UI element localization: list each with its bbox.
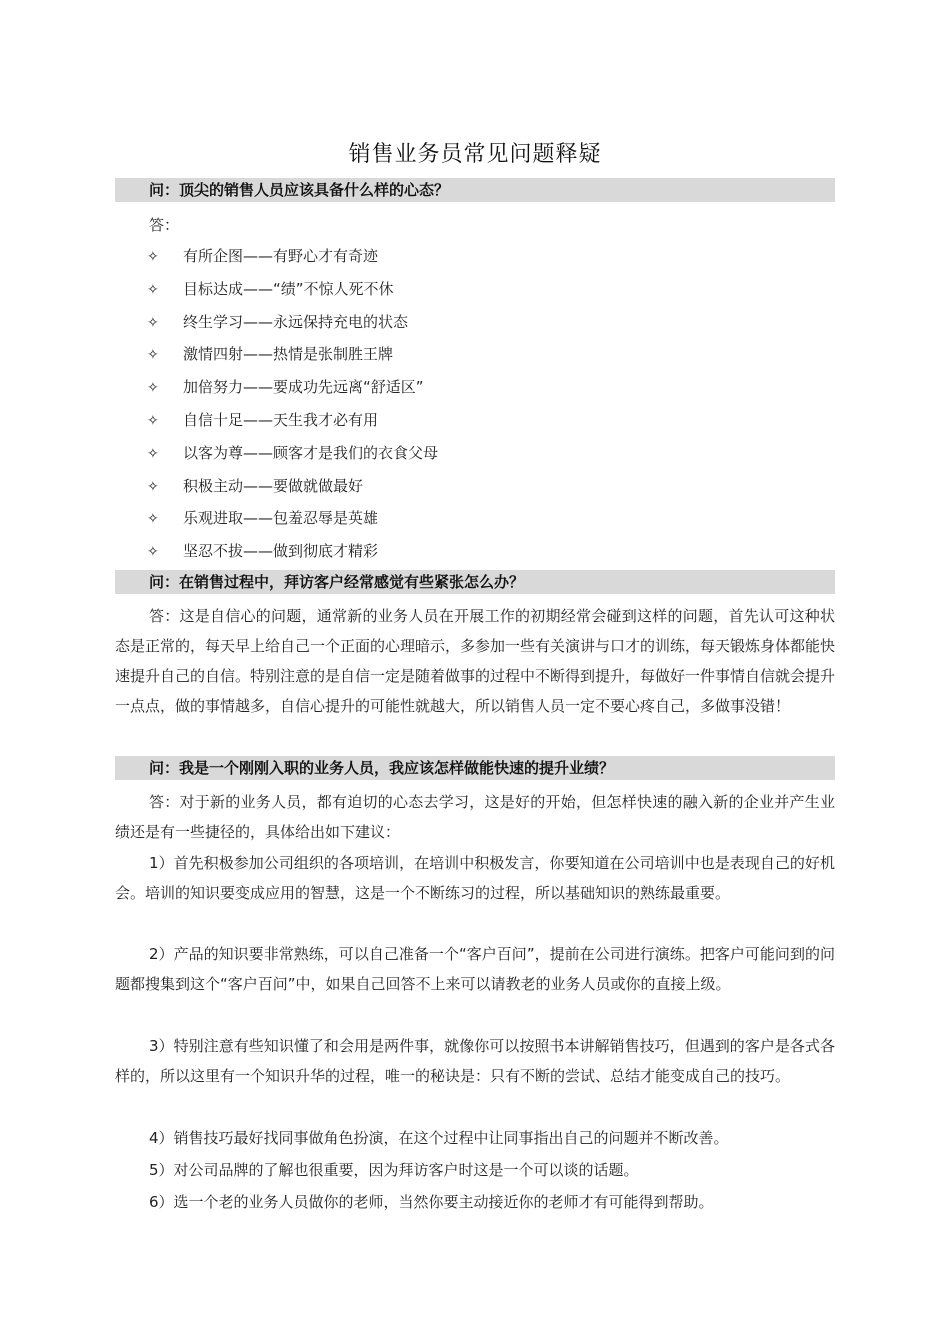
suggestion-item: 3）特别注意有些知识懂了和会用是两件事，就像你可以按照书本讲解销售技巧，但遇到的客户是各式各样的，所以这里有一个知识升华的过程，唯一的秘诀是：只有不断的尝试、总结才能变成自己的技巧。: [115, 1037, 835, 1085]
answer-paragraph-2: 答：这是自信心的问题，通常新的业务人员在开展工作的初期经常会碰到这样的问题，首先认可这种状态是正常的，每天早上给自己一个正面的心理暗示，多参加一些有关演讲与口才的训练，每天锻炼身体都能快速提升自己的自信。特别注意的是自信一定是随着做事的过程中不断得到提升，每做好一件事情自信就会提升一点点，做的事情越多，自信心提升的可能性就越大，所以销售人员一定不要心疼自己，多做事没错！: [115, 607, 836, 715]
suggestion-item: 4）销售技巧最好找同事做角色扮演，在这个过程中让同事指出自己的问题并不断改善。: [149, 1129, 729, 1147]
suggestion-item: 5）对公司品牌的了解也很重要，因为拜访客户时这是一个可以谈的话题。: [149, 1161, 639, 1179]
list-item: ✧ 终生学习——永远保持充电的状态: [147, 306, 438, 339]
list-item: ✧ 加倍努力——要成功先远离“舒适区”: [147, 371, 438, 404]
document-title: 销售业务员常见问题释疑: [348, 142, 602, 167]
diamond-bullet-icon: ✧: [147, 445, 159, 462]
list-item: ✧ 目标达成——“绩”不惊人死不休: [147, 273, 438, 306]
diamond-bullet-icon: ✧: [147, 281, 159, 298]
answer-label-1: 答：: [149, 216, 180, 234]
list-item: ✧ 乐观进取——包羞忍辱是英雄: [147, 502, 438, 535]
answer-paragraph-3: 答：对于新的业务人员，都有迫切的心态去学习，这是好的开始，但怎样快速的融入新的企业并产生业绩还是有一些捷径的，具体给出如下建议：: [115, 793, 835, 841]
list-item: ✧ 以客为尊——顾客才是我们的衣食父母: [147, 437, 438, 470]
question-heading-1: 问：顶尖的销售人员应该具备什么样的心态？: [115, 178, 835, 202]
diamond-bullet-icon: ✧: [147, 511, 159, 528]
diamond-bullet-icon: ✧: [147, 249, 159, 265]
suggestion-item: 1）首先积极参加公司组织的各项培训，在培训中积极发言，你要知道在公司培训中也是表现自己的好机会。培训的知识要变成应用的智慧，这是一个不断练习的过程，所以基础知识的熟练最重要。: [115, 854, 835, 902]
diamond-bullet-icon: ✧: [147, 380, 159, 397]
question-heading-2: 问：在销售过程中，拜访客户经常感觉有些紧张怎么办？: [115, 570, 835, 594]
diamond-bullet-icon: ✧: [147, 412, 159, 429]
list-item: ✧ 自信十足——天生我才必有用: [147, 404, 438, 437]
diamond-bullet-icon: ✧: [147, 544, 159, 561]
list-item: ✧ 有所企图——有野心才有奇迹: [147, 240, 438, 273]
suggestion-item: 2）产品的知识要非常熟练，可以自己准备一个“客户百问”，提前在公司进行演练。把客户可能问到的问题都搜集到这个“客户百问”中，如果自己回答不上来可以请教老的业务人员或你的直接上级。: [115, 945, 835, 993]
suggestion-item: 6）选一个老的业务人员做你的老师，当然你要主动接近你的老师才有可能得到帮助。: [149, 1193, 714, 1211]
question-heading-3: 问：我是一个刚刚入职的业务人员，我应该怎样做能快速的提升业绩？: [115, 756, 835, 780]
diamond-bullet-icon: ✧: [147, 314, 159, 331]
list-item: ✧ 坚忍不拔——做到彻底才精彩: [147, 535, 438, 568]
diamond-bullet-icon: ✧: [147, 347, 159, 364]
mindset-list: [147, 240, 438, 568]
list-item: ✧ 激情四射——热情是张制胜王牌: [147, 338, 438, 371]
list-item: ✧ 积极主动——要做就做最好: [147, 470, 438, 503]
diamond-bullet-icon: ✧: [147, 478, 159, 495]
